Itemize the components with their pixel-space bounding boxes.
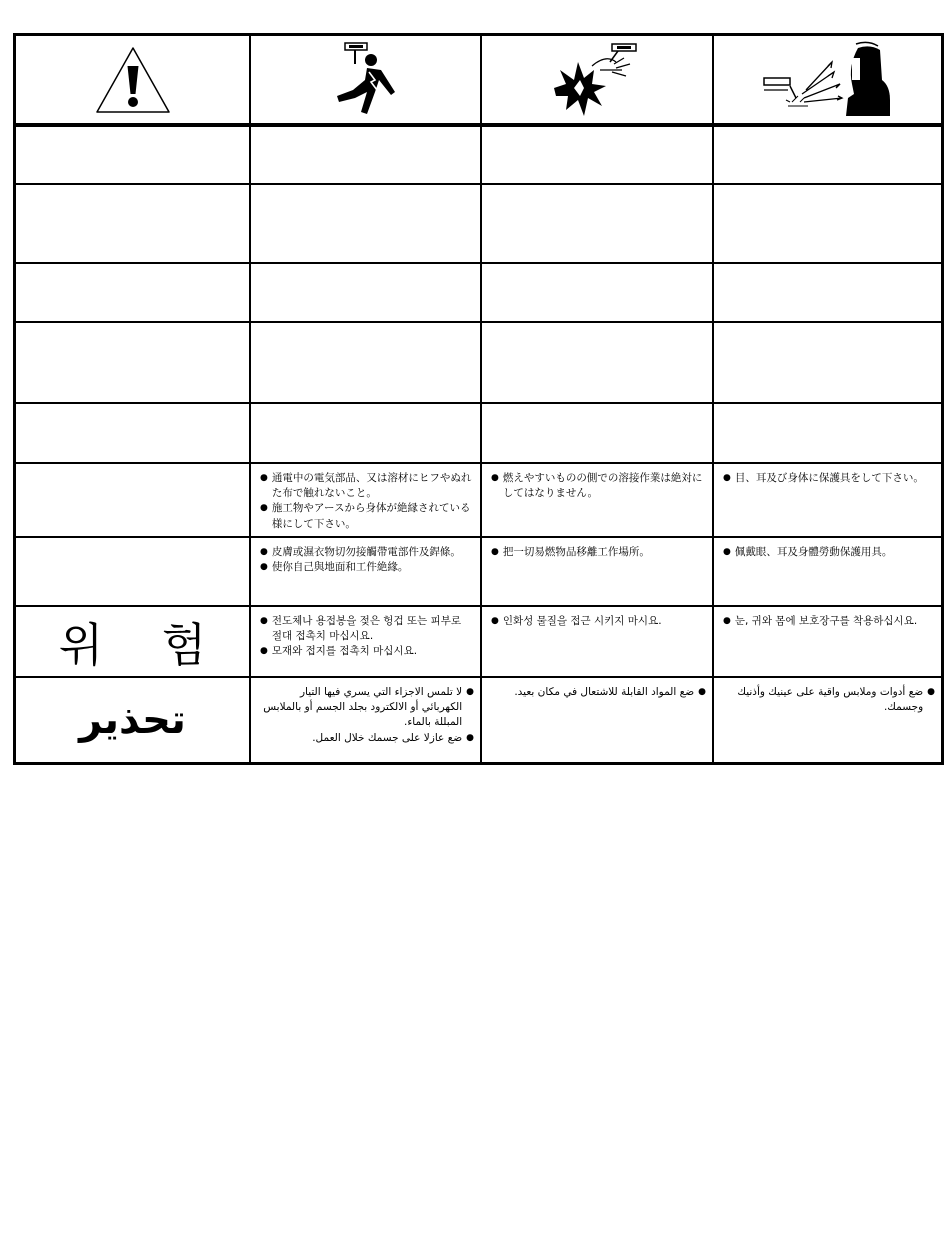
bullet-icon: ● <box>723 547 731 557</box>
list-item: ● لا تلمس الاجزاء التي يسري فيها التيار الكهربائي أو الالكترود بجلد الجسم أو بالملابس المبللة بالماء. <box>263 686 474 729</box>
chinese-arc-warning <box>714 538 941 605</box>
list-item: ● 把一切易燃物品移離工作場所。 <box>491 545 706 560</box>
bullet-icon: ● <box>260 473 268 483</box>
row-divider <box>16 321 941 323</box>
list-item: ● 燃えやすいものの側での溶接作業は絶対にしてはなりません。 <box>491 472 703 500</box>
chinese-shock-warning <box>251 538 480 605</box>
list-item: ● 눈, 귀와 몸에 보호장구를 착용하십시요. <box>723 614 935 629</box>
fire-explosion-icon <box>482 36 712 123</box>
list-item: ● 目、耳及び身体に保護具をして下さい。 <box>723 471 935 486</box>
general-warning-triangle-icon <box>16 36 249 123</box>
list-item: ● 使你自己與地面和工件絶緣。 <box>260 560 474 575</box>
arabic-shock-warning <box>251 678 480 762</box>
japanese-fire-warning <box>482 464 712 536</box>
language-label-korean: 위 험 <box>58 617 229 672</box>
bullet-icon: ● <box>927 687 935 697</box>
chinese-fire-warning <box>482 538 712 605</box>
bullet-icon: ● <box>466 687 474 697</box>
bullet-icon: ● <box>466 732 474 743</box>
bullet-icon: ● <box>260 562 268 573</box>
japanese-arc-warning <box>714 464 941 536</box>
bullet-icon: ● <box>491 473 499 483</box>
japanese-shock-warning <box>251 464 480 536</box>
list-item: ● 皮膚或濕衣物切勿接觸帶電部件及銲條。 <box>260 545 474 560</box>
bullet-icon: ● <box>260 547 268 557</box>
list-item: ● 전도체나 용접봉을 젖은 헝겁 또는 피부로 절대 접촉치 마십시요. <box>260 615 461 643</box>
header-divider <box>16 123 941 127</box>
list-item: ● ضع المواد القابلة للاشتعال في مكان بعيد. <box>491 685 706 700</box>
list-item: ● 佩戴眼、耳及身體勞動保護用具。 <box>723 545 935 560</box>
list-item: ● 인화성 물질을 접근 시키지 마시요. <box>491 614 706 629</box>
list-item: ● ضع أدوات وملابس واقية على عينيك وأذنيك وجسمك. <box>737 686 935 714</box>
korean-arc-warning <box>714 607 941 676</box>
language-label-arabic: تحذير <box>79 697 186 743</box>
bullet-icon: ● <box>260 616 268 626</box>
safety-warning-table <box>13 33 944 765</box>
list-item: ● 通電中の電気部品、又は溶材にヒフやぬれた布で触れないこと。 <box>260 472 472 500</box>
arabic-arc-warning <box>714 678 941 762</box>
arc-rays-helmet-icon <box>714 36 941 123</box>
bullet-icon: ● <box>723 473 731 483</box>
arabic-fire-warning <box>482 678 712 762</box>
electric-shock-icon <box>251 36 480 123</box>
korean-fire-warning <box>482 607 712 676</box>
row-divider <box>16 183 941 185</box>
korean-shock-warning <box>251 607 480 676</box>
row-divider <box>16 262 941 264</box>
bullet-icon: ● <box>260 646 268 657</box>
list-item: ● 施工物やアースから身体が絶縁されている様にして下さい。 <box>260 502 471 530</box>
bullet-icon: ● <box>698 687 706 697</box>
bullet-icon: ● <box>491 616 499 626</box>
row-divider <box>16 402 941 404</box>
list-item: ● 모재와 접지를 접촉치 마십시요. <box>260 644 474 659</box>
bullet-icon: ● <box>491 547 499 557</box>
list-item: ● ضع عازلا على جسمك خلال العمل. <box>260 731 474 746</box>
bullet-icon: ● <box>260 503 268 514</box>
bullet-icon: ● <box>723 616 731 626</box>
